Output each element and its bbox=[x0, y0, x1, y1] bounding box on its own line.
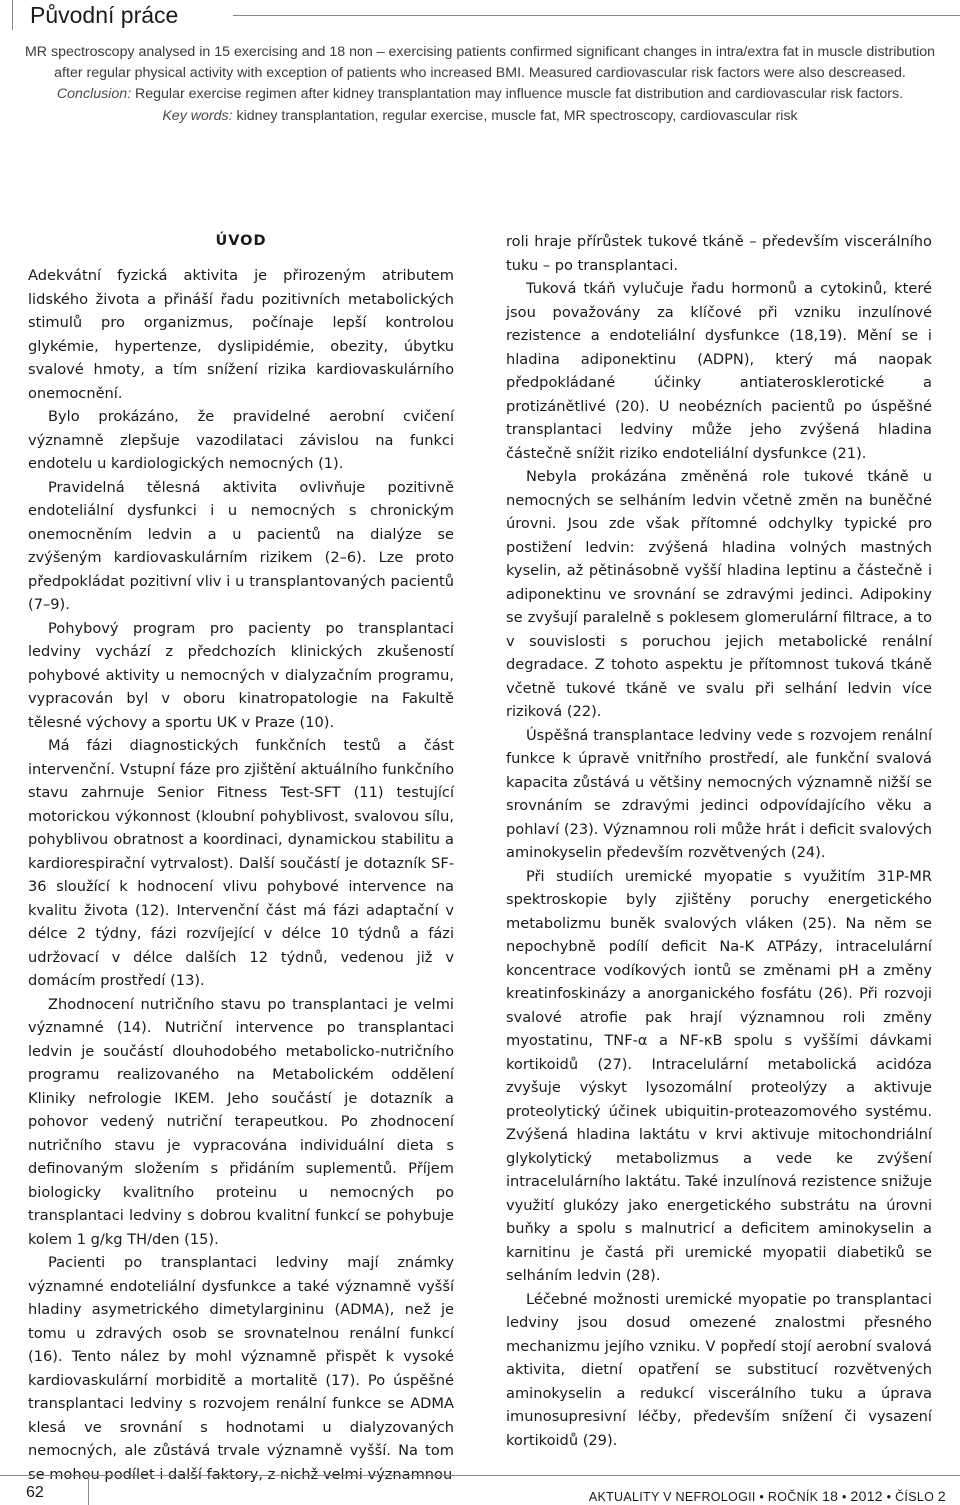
footer-sep: • bbox=[882, 1490, 896, 1504]
section-heading: ÚVOD bbox=[215, 233, 267, 249]
abstract bbox=[24, 42, 936, 127]
journal-name: AKTUALITY V NEFROLOGII bbox=[588, 1490, 756, 1504]
footer-sep: • bbox=[755, 1490, 768, 1504]
year: 2012 bbox=[850, 1488, 883, 1504]
paragraph: Má fázi diagnostických funkčních testů a část intervenční. Vstupní fáze pro zjištění aktuálního funkčního stavu zahrnuje Senior Fitness Test-SFT (11) testující motorickou výkonnost (kloubní pohyblivost, svalovou sílu, pohyblivou obratnost a koordinaci, dynamickou stabilitu a kardiorespirační vytrvalost). Další součástí je dotazník SF-36 sloužící k hodnocení vlivu pohybové intervence na kvalitu života (12). Intervenční část má fázi adaptační v délce 2 týdny, fázi rozvíjející v délce 10 týdnů a fázi udržovací v délce dalších 12 týdnů, vedenou již v domácím prostředí (13). bbox=[28, 737, 454, 989]
conclusion-label: Conclusion: bbox=[56, 86, 132, 103]
paragraph: Pohybový program pro pacienty po transplantaci ledviny vychází z předchozích klinických zkušeností pohybové aktivity u nemocných v dialyzačním programu, vypracován byl v oboru kinatropatologie na Fakultě tělesné výchovy a sportu UK v Praze (10). bbox=[28, 619, 454, 731]
abstract-results: MR spectroscopy analysed in 15 exercising and 18 non – exercising patients confirmed significant changes in intra/extra fat in muscle distribution after regular physical activity with exception of patients who increased BMI. Measured cardiovascular risk factors were also descreased. bbox=[24, 44, 936, 82]
paragraph: Bylo prokázáno, že pravidelné aerobní cvičení významně zlepšuje vazodilataci závislou na funkci endotelu u kardiologických nemocných (1). bbox=[28, 408, 454, 472]
paragraph: Tuková tkáň vylučuje řadu hormonů a cytokinů, které jsou považovány za klíčové při vzniku inzulínové rezistence a endoteliální dysfunkce (18,19). Mění se i hladina adiponektinu (ADPN), který má naopak předpokládané účinky antiaterosklerotické a protizánětlivé (20). U neobézních pacientů po úspěšné transplantaci ledviny může jeho zvýšená hladina částečně snížit riziko endoteliální dysfunkce (21). bbox=[506, 280, 932, 462]
paragraph: Nebyla prokázána změněná role tukové tkáně u nemocných se selháním ledvin včetně změn na buněčné úrovni. Jsou zde však přítomné odchylky typické pro postižení ledvin: zvýšená hladina volných mastných kyselin, až pětinásobně vyšší hladina leptinu a částečně i adiponektinu ve srovnání se zdravými jedinci. Adipokiny se zvyšují paralelně s poklesem glomerulární filtrace, a to v souvislosti s poruchou jejich metabolické renální degradace. Z tohoto aspektu je přítomnost tuková tkáně včetně tukové tkáně ve svalu při selhání ledvin více riziková (22). bbox=[506, 468, 932, 720]
left-column bbox=[28, 230, 454, 1486]
header-rule bbox=[233, 15, 960, 16]
paragraph: Úspěšná transplantace ledviny vede s rozvojem renální funkce k úpravě vnitřního prostředí, ale funkční svalová kapacita zůstává u většiny nemocných významně nižší se srovnáním se zdravými jedinci odpovídajícího věku a pohlaví (23). Významnou roli může hrát i deficit svalových aminokyselin především rozvětvených (24). bbox=[506, 726, 932, 861]
section-title: Původní práce bbox=[30, 2, 179, 28]
paragraph: Pravidelná tělesná aktivita ovlivňuje pozitivně endoteliální dysfunkci i u nemocných s chronickým onemocněním ledvin a u pacientů na dialýze se zvýšeným kardiovaskulárním rizikem (2–6). Lze proto předpokládat pozitivní vliv i u transplantovaných pacientů (7–9). bbox=[28, 478, 454, 613]
keywords-text: kidney transplantation, regular exercise, muscle fat, MR spectroscopy, cardiovascular risk bbox=[232, 107, 798, 124]
volume-label: ROČNÍK bbox=[767, 1490, 819, 1504]
right-column bbox=[506, 230, 932, 1452]
paragraph: Léčebné možnosti uremické myopatie po transplantaci ledviny jsou dosud omezené znalostmi přesného mechanizmu jejího vzniku. V popředí stojí aerobní svalová aktivita, dietní opatření se substitucí rozvětvených aminokyselin a redukcí viscerálního tuku a úprava imunosupresivní léčby, především snížení či vysazení kortikoidů (29). bbox=[506, 1290, 932, 1449]
footer-divider bbox=[88, 1476, 89, 1505]
page-number: 62 bbox=[26, 1484, 44, 1501]
issue-label: ČÍSLO bbox=[895, 1490, 935, 1504]
paragraph: Pacienti po transplantaci ledviny mají známky významné endoteliální dysfunkce a také významně vyšší hladiny asymetrického dimetylargininu (ADMA), než je tomu u zdravých osob se srovnatelnou renální funkcí (16). Tento nález by mohl významně přispět k vysoké kardiovaskulární morbiditě a mortalitě (17). Po úspěšné transplantaci ledviny s rozvojem renální funkce se ADMA klesá ve srovnání s hodnotami u dialyzovaných nemocných, ale zůstává trvale významně vyšší. Na tom se mohou podílet i další faktory, z nichž velmi významnou bbox=[28, 1254, 454, 1483]
paragraph: Adekvátní fyzická aktivita je přirozeným atributem lidského života a přináší řadu pozitivních metabolických stimulů pro organizmus, počínaje lepší kontrolou glykémie, hypertenze, dyslipidémie, obezity, úbytku svalové hmoty, a tím snížení rizika kardiovaskulárního onemocnění. bbox=[28, 267, 454, 402]
abstract-keywords bbox=[24, 106, 936, 127]
paragraph: Při studiích uremické myopatie s využitím 31P-MR spektroskopie byly zjištěny poruchy energetického metabolizmu buněk svalových vláken (25). Na něm se nepochybně podílí deficit Na-K ATPázy, intracelulární koncentrace vodíkových iontů se změnami pH a změny kreatinfoskinázy a anorganického fosfátu (26). Při rozvoji svalové atrofie pak hrají významnou roli změny myostatinu, TNF-α a NF-κB spolu s vyššími dávkami kortikoidů (27). Intracelulární metabolická acidóza zvyšuje výskyt lysozomální proteolýzy a aktivuje proteolytický účinek ubiquitin-proteazomového systému. Zvýšená hladina laktátu v krvi aktivuje mitochondriální glykolytický metabolizmus a vede ke zvýšení intracelulárního laktátu. Také inzulínová rezistence snižuje využití glukózy jako energetického substrátu na úrovni buňky a spolu s malnutricí a deficitem aminokyselin a karnitinu je častá při uremické myopatii diabetiků se selháním ledvin (28). bbox=[506, 867, 932, 1284]
paragraph: roli hraje přírůstek tukové tkáně – především viscerálního tuku – po transplantaci. bbox=[506, 233, 932, 274]
journal-footer bbox=[589, 1488, 946, 1504]
footer-rule bbox=[0, 1475, 960, 1476]
header-corner-rule bbox=[0, 0, 13, 30]
paragraph: Zhodnocení nutričního stavu po transplantaci je velmi významné (14). Nutriční intervence po transplantaci ledvin je součástí dlouhodobého metabolicko-nutričního programu realizovaného na Metabolickém oddělení Kliniky nefrologie IKEM. Jeho součástí je dotazník a pohovor vedený nutriční terapeutkou. Po zhodnocení nutričního stavu je vypracována individuální dieta s definovaným složením s přidáním suplementů. Příjem biologicky kvalitního proteinu u nemocných po transplantaci ledviny s dobrou kvalitní funkcí se pohybuje kolem 1 g/kg TH/den (15). bbox=[28, 995, 454, 1248]
footer-sep: • bbox=[838, 1490, 851, 1504]
abstract-conclusion bbox=[24, 84, 936, 105]
volume-number: 18 bbox=[822, 1488, 839, 1504]
issue-number: 2 bbox=[937, 1488, 946, 1504]
keywords-label: Key words: bbox=[162, 107, 233, 124]
conclusion-text: Regular exercise regimen after kidney transplantation may influence muscle fat distribution and cardiovascular risk factors. bbox=[131, 86, 904, 103]
